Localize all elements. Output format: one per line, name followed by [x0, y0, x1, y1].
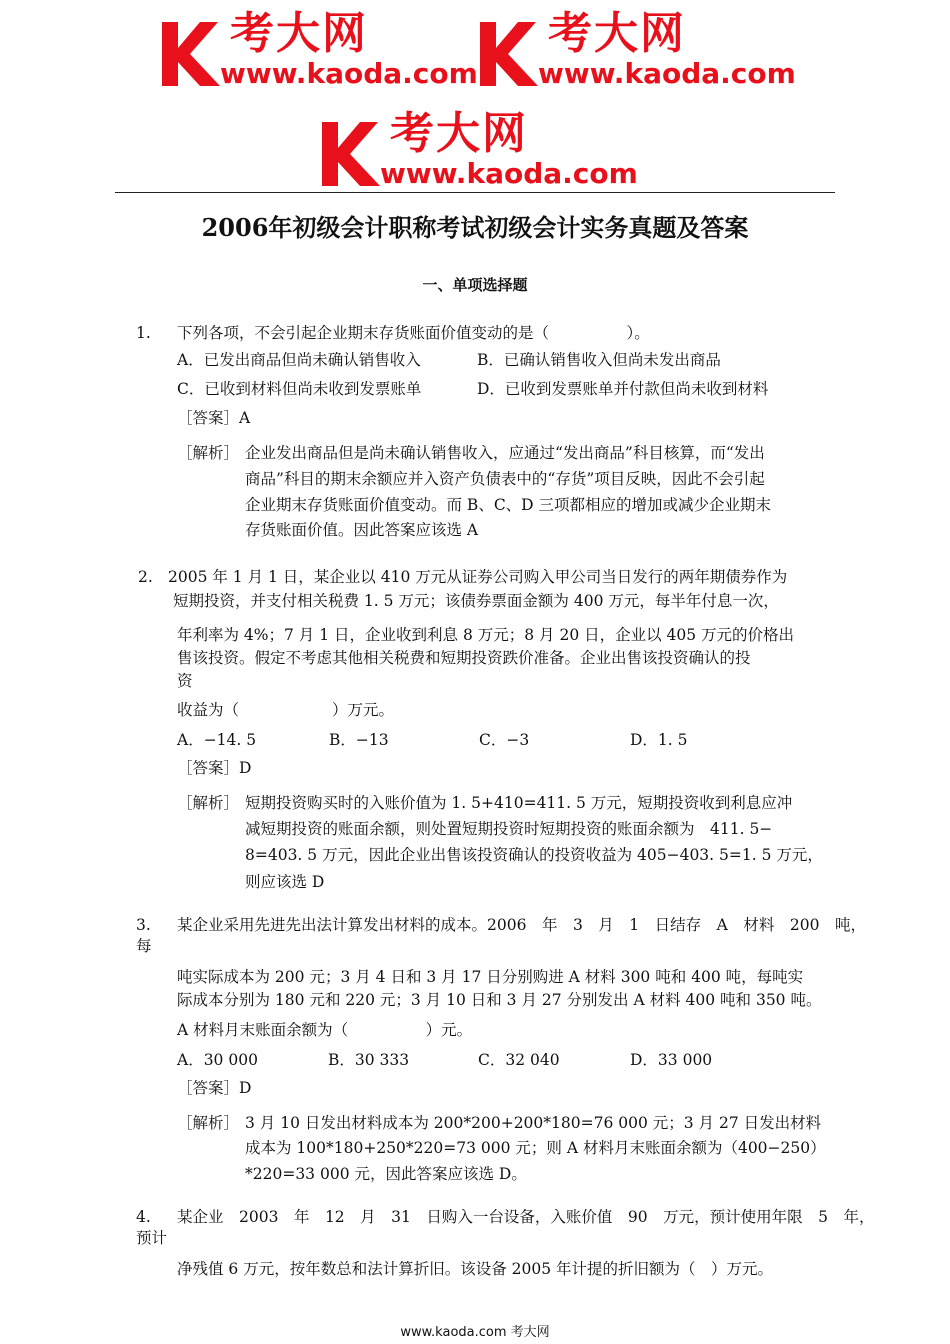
analysis-line: 商品”科目的期末余额应并入资产负债表中的“存货”项目反映，因此不会引起: [245, 470, 765, 488]
question-number: 3.: [136, 916, 151, 934]
brand-chinese-name: 考大网: [390, 108, 528, 159]
question-stem: 某企业 2003 年 12 月 31 日购入一台设备，入账价值 90 万元，预计使用年限 5 年，: [177, 1208, 875, 1226]
kaoda-logo: [478, 8, 798, 88]
k-logo-icon: [478, 18, 540, 88]
option-a: A．30 000: [177, 1051, 258, 1069]
analysis-line: 减短期投资的账面余额，则处置短期投资时短期投资的账面余额为 411. 5−: [245, 820, 773, 838]
brand-chinese-name: 考大网: [548, 8, 686, 59]
option-c: C．已收到材料但尚未收到发票账单: [177, 380, 422, 398]
question-stem-wrap: 预计: [136, 1229, 168, 1247]
question-stem: A 材料月末账面余额为（ ）元。: [177, 1021, 473, 1039]
analysis-line: 3 月 10 日发出材料成本为 200*200+200*180=76 000 元；3 月 27 日发出材料: [245, 1114, 822, 1132]
question-stem: 2005 年 1 月 1 日，某企业以 410 万元从证券公司购入甲公司当日发行的两年期债券作为: [168, 568, 788, 586]
kaoda-logo: [320, 108, 640, 188]
answer: ［答案］A: [177, 409, 251, 427]
analysis-line: 则应该选 D: [245, 873, 325, 891]
page-title: 2006年初级会计职称考试初级会计实务真题及答案: [201, 213, 749, 242]
option-c: C．32 040: [478, 1051, 560, 1069]
k-logo-icon: [320, 118, 382, 188]
option-d: D．已收到发票账单并付款但尚未收到材料: [477, 380, 769, 398]
analysis-label: ［解析］: [177, 1114, 240, 1132]
analysis-line: 企业期末存货账面价值变动。而 B、C、D 三项都相应的增加或减少企业期末: [245, 496, 772, 514]
option-c: C．−3: [479, 731, 530, 749]
option-b: B．−13: [329, 731, 389, 749]
question-number: 4.: [136, 1208, 151, 1226]
analysis-line: *220=33 000 元，因此答案应该选 D。: [245, 1165, 527, 1183]
brand-url: www.kaoda.com: [380, 157, 638, 190]
question-stem: 吨实际成本为 200 元；3 月 4 日和 3 月 17 日分别购进 A 材料 300 吨和 400 吨，每吨实: [177, 968, 804, 986]
question-number: 2.: [138, 568, 153, 586]
page-footer: www.kaoda.com 考大网: [400, 1325, 550, 1340]
analysis-line: 存货账面价值。因此答案应该选 A: [245, 521, 479, 539]
analysis-label: ［解析］: [177, 794, 240, 812]
question-stem: 资: [177, 672, 193, 690]
question-stem: 短期投资，并支付相关税费 1. 5 万元；该债券票面金额为 400 万元，每半年付息一次，: [173, 592, 779, 610]
option-b: B．30 333: [328, 1051, 410, 1069]
header-divider: [115, 192, 835, 193]
analysis-line: 8=403. 5 万元，因此企业出售该投资确认的投资收益为 405−403. 5=1. 5 万元，: [245, 846, 823, 864]
question-stem: 年利率为 4%；7 月 1 日，企业收到利息 8 万元；8 月 20 日，企业以 405 万元的价格出: [177, 626, 795, 644]
option-a: A．已发出商品但尚未确认销售收入: [177, 351, 421, 369]
brand-chinese-name: 考大网: [230, 8, 368, 59]
answer: ［答案］D: [177, 759, 252, 777]
section-heading: 一、单项选择题: [422, 276, 528, 294]
question-stem: 某企业采用先进先出法计算发出材料的成本。2006 年 3 月 1 日结存 A 材料 200 吨，: [177, 916, 866, 934]
answer: ［答案］D: [177, 1079, 252, 1097]
k-logo-icon: [160, 18, 222, 88]
analysis-line: 企业发出商品但是尚未确认销售收入，应通过“发出商品”科目核算，而“发出: [245, 444, 765, 462]
option-b: B．已确认销售收入但尚未发出商品: [477, 351, 721, 369]
question-number: 1.: [136, 324, 151, 342]
question-stem: 净残值 6 万元，按年数总和法计算折旧。该设备 2005 年计提的折旧额为（ ）万元。: [177, 1260, 774, 1278]
option-a: A．−14. 5: [177, 731, 257, 749]
option-d: D．33 000: [630, 1051, 713, 1069]
question-stem: 售该投资。假定不考虑其他相关税费和短期投资跌价准备。企业出售该投资确认的投: [177, 649, 751, 667]
question-stem-wrap: 每: [136, 937, 152, 955]
analysis-line: 短期投资购买时的入账价值为 1. 5+410=411. 5 万元，短期投资收到利息应冲: [245, 794, 793, 812]
brand-url: www.kaoda.com: [538, 57, 796, 90]
kaoda-logo: [160, 8, 480, 88]
brand-url: www.kaoda.com: [220, 57, 478, 90]
option-d: D．1. 5: [630, 731, 688, 749]
question-stem: 下列各项，不会引起企业期末存货账面价值变动的是（ ）。: [177, 324, 650, 342]
analysis-label: ［解析］: [177, 444, 240, 462]
question-stem: 收益为（ ）万元。: [177, 701, 395, 719]
analysis-line: 成本为 100*180+250*220=73 000 元；则 A 材料月末账面余额为（400−250）: [245, 1139, 826, 1157]
question-stem: 际成本分别为 180 元和 220 元；3 月 10 日和 3 月 27 分别发出 A 材料 400 吨和 350 吨。: [177, 991, 822, 1009]
